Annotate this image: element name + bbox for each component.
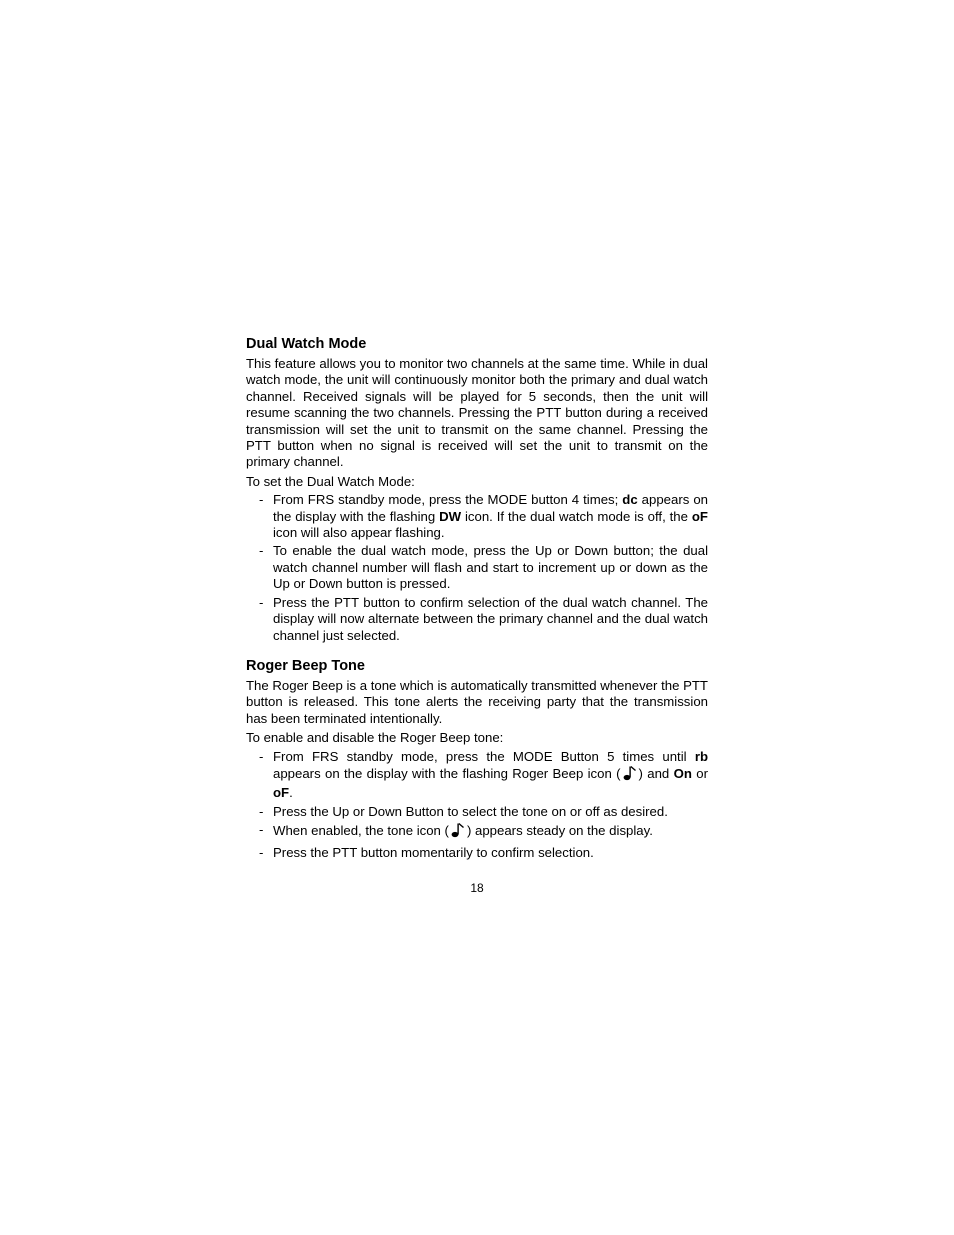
roger-beep-steps [246,749,708,861]
roger-beep-intro: The Roger Beep is a tone which is automatically transmitted whenever the PTT button is released. This tone alerts the receiving party that the transmission has been terminated intentionally. [246,677,708,726]
page-number: 18 [470,881,484,895]
roger-beep-setup-label: To enable and disable the Roger Beep tone: [246,730,504,746]
list-item: - To enable the dual watch mode, press the Up or Down button; the dual watch channel number will flash and start to increment up or down as the Up or Down button is pressed. [259,543,708,592]
dual-watch-setup-label: To set the Dual Watch Mode: [246,473,415,489]
list-item: - From FRS standby mode, press the MODE Button 5 times until rb appears on the display with the flashing Roger Beep icon ( ) and On or oF. [259,748,708,801]
list-item: - When enabled, the tone icon ( ) appears steady on the display. [246,822,708,842]
list-item: - Press the PTT button momentarily to confirm selection. [259,844,594,860]
manual-page-content [246,335,708,863]
dual-watch-intro: This feature allows you to monitor two channels at the same time. While in dual watch mode, the unit will continuously monitor both the primary and dual watch channel. Received signals will be played for 5 seconds, then the unit will resume scanning the two channels. Pressing the PTT button during a received transmission will set the unit to transmit on the same channel. Pressing the PTT button when no signal is received will set the unit to transmit on the primary channel. [246,356,708,470]
music-note-icon [451,822,465,842]
music-note-icon [623,765,637,785]
roger-beep-section [246,657,708,861]
dual-watch-steps [246,492,708,644]
list-item: - From FRS standby mode, press the MODE button 4 times; dc appears on the display with the flashing DW icon. If the dual watch mode is off, the oF icon will also appear flashing. [259,492,708,541]
list-item: - Press the PTT button to confirm selection of the dual watch channel. The display will now alternate between the primary channel and the dual watch channel just selected. [259,594,708,643]
list-item: - Press the Up or Down Button to select the tone on or off as desired. [259,803,668,819]
roger-beep-heading: Roger Beep Tone [246,657,365,674]
dual-watch-heading: Dual Watch Mode [246,336,367,352]
dual-watch-section [246,335,708,644]
